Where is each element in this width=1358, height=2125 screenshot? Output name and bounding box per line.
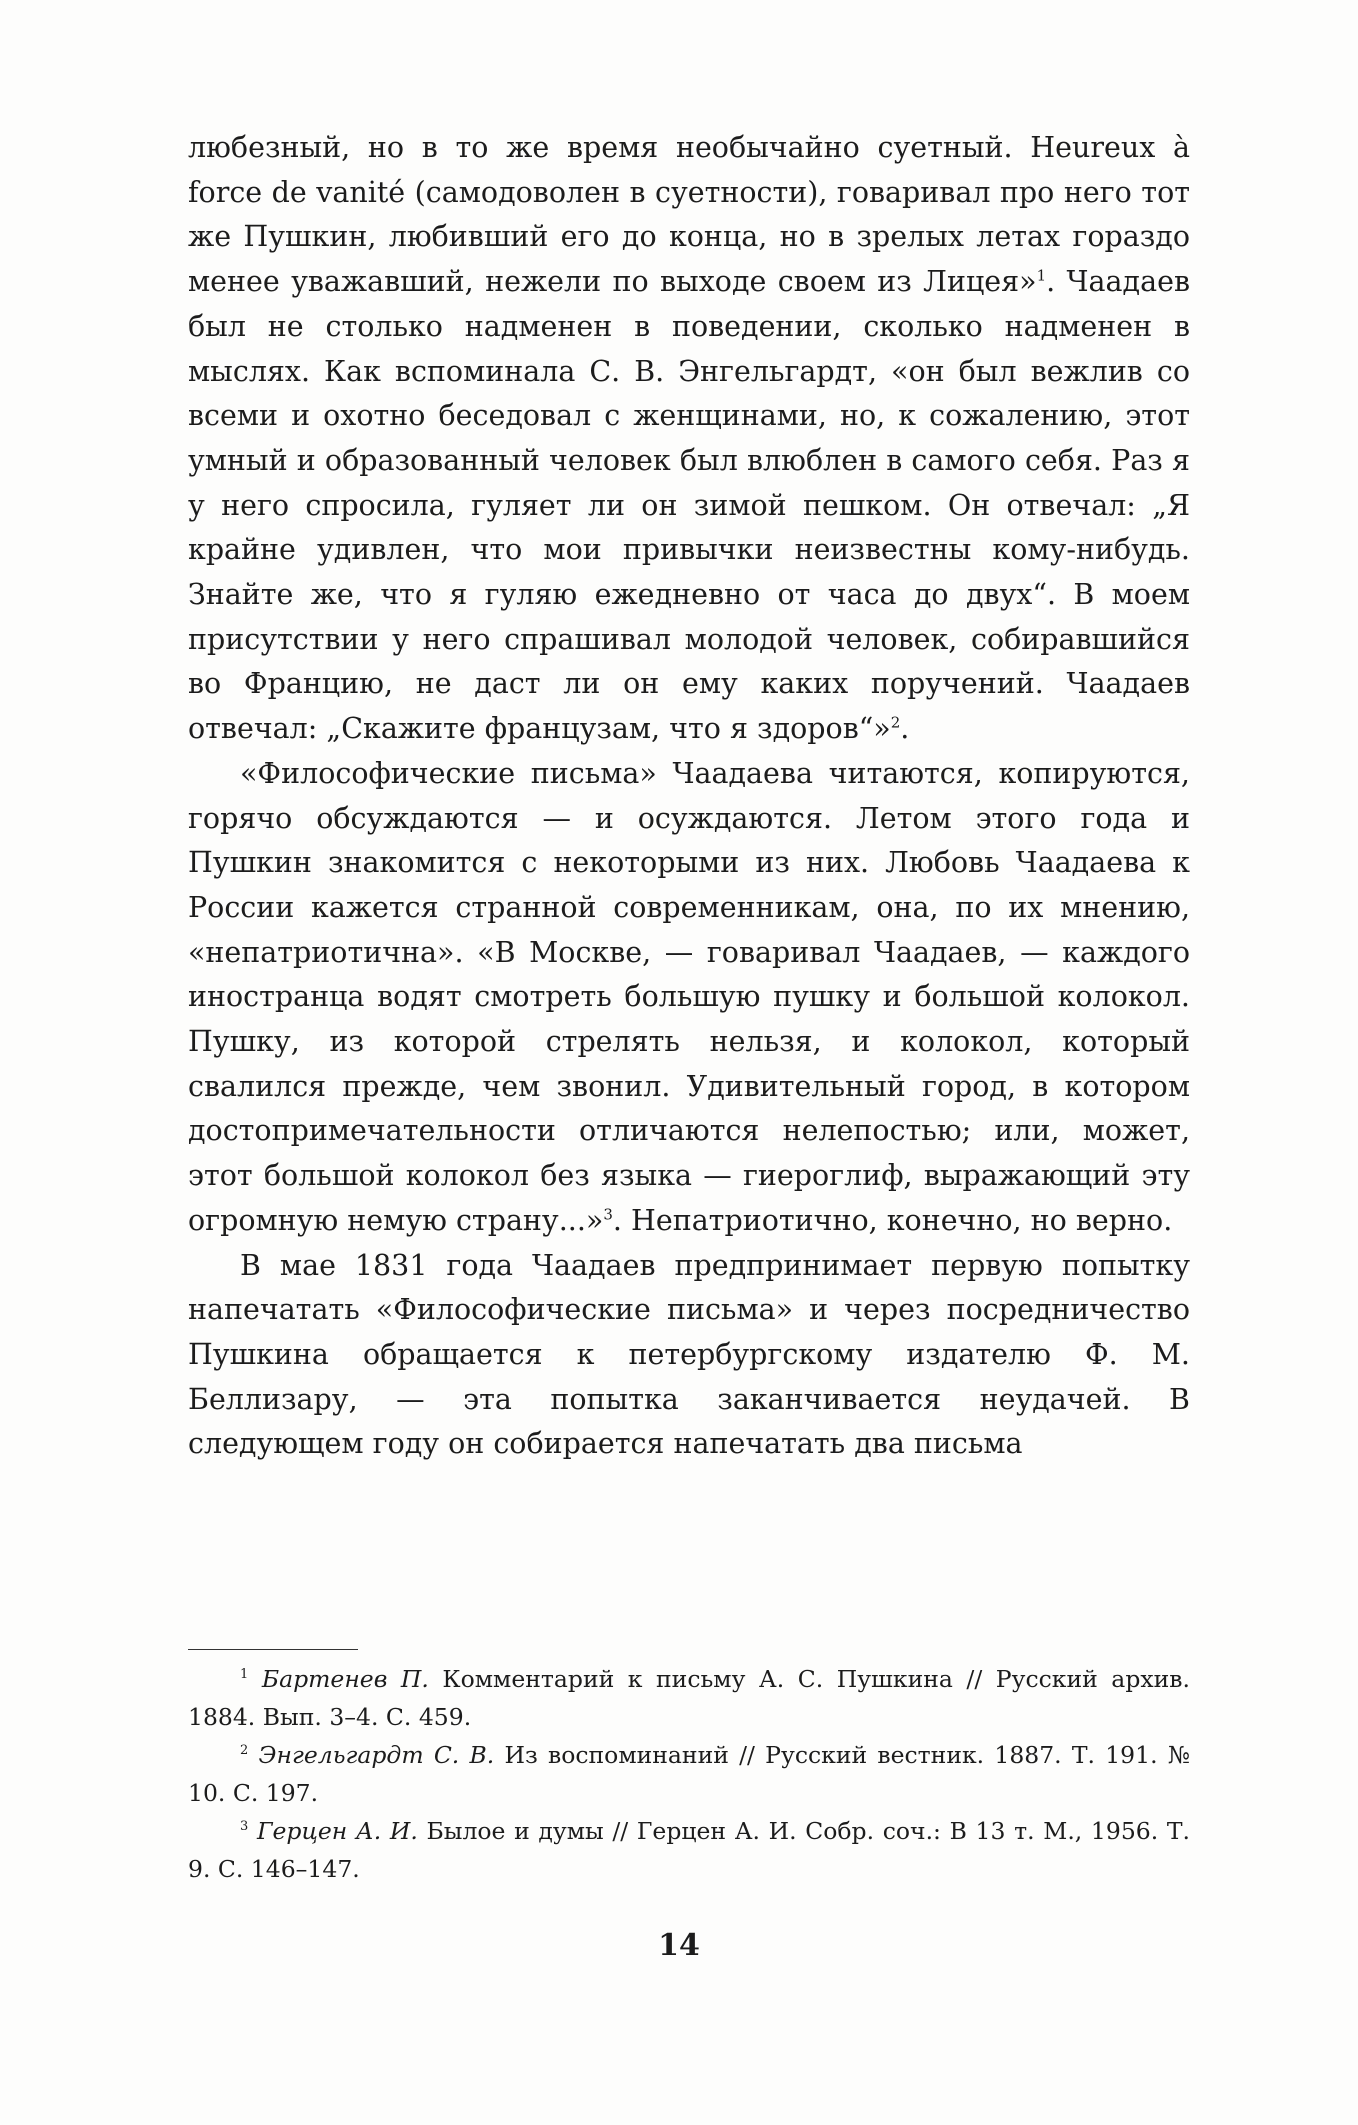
paragraph-1-part-3: . [900,712,910,746]
footnote-2 [188,1736,1190,1812]
footnote-ref-3: 3 [603,1205,613,1224]
paragraph-3: В мае 1831 года Чаадаев предпринимает первую попытку напечатать «Философические письма» и через посредничество Пушкина обращается к петербургскому издателю Ф. М. Беллизару, — эта попытка заканчивается неудачей. В следующем году он собирается напечатать два письма [188,1248,1190,1461]
footnotes [188,1660,1190,1888]
footnote-ref-2: 2 [890,713,901,732]
page-number: 14 [658,1928,700,1963]
footnote-number: 2 [240,1743,249,1759]
footnote-author: Энгельгардт С. В. [258,1741,495,1769]
paragraph-2-part-1: «Философические письма» Чаадаева читаются, копируются, горячо обсуждаются — и осуждаются. Летом этого года и Пушкин знакомится с некоторыми из них. Любовь Чаадаева к России кажется странной современникам, она, по их мнению, «непатриотична». «В Москве, — говаривал Чаадаев, — каждого иностранца водят смотреть большую пушку и большой колокол. Пушку, из которой стрелять нельзя, и колокол, который свалился прежде, чем звонил. Удивительный город, в котором достопримечательности отличаются нелепостью; или, может, этот большой колокол без языка — гиероглиф, выражающий эту огромную немую страну...» [188,756,1190,1237]
footnote-number: 1 [240,1667,249,1683]
footnote-divider [188,1649,358,1650]
footnote-author: Бартенев П. [261,1665,429,1693]
paragraph-1-part-1: любезный, но в то же время необычайно суетный. Heureux à force de vanité (самодоволен в суетности), говаривал про него тот же Пушкин, любивший его до конца, но в зрелых летах гораздо менее уважавший, нежели по выходе своем из Лицея» [188,131,1190,299]
footnote-text: Былое и думы // Герцен А. И. Собр. соч.: В 13 т. М., 1956. Т. 9. С. 146–147. [188,1817,1190,1883]
footnote-number: 3 [240,1819,249,1835]
paragraph-1-part-2: . Чаадаев был не столько надменен в поведении, сколько надменен в мыслях. Как вспоминала С. В. Энгельгардт, «он был вежлив со всеми и охотно беседовал с женщинами, но, к сожалению, этот умный и образованный человек был влюблен в самого себя. Раз я у него спросила, гуляет ли он зимой пешком. Он отвечал: „Я крайне удивлен, что мои привычки неизвестны кому-нибудь. Знайте же, что я гуляю ежедневно от часа до двух“. В моем присутствии у него спрашивал молодой человек, собиравшийся во Францию, не даст ли он ему каких поручений. Чаадаев отвечал: „Скажите французам, что я здоров“» [188,265,1190,746]
paragraph-2 [188,752,1190,1244]
paragraph-1 [188,126,1190,752]
paragraph-2-part-2: . Непатриотично, конечно, но верно. [612,1203,1173,1237]
footnote-1 [188,1660,1190,1736]
footnote-author: Герцен А. И. [256,1817,418,1845]
main-text [188,126,1190,1467]
footnote-text: Из воспоминаний // Русский вестник. 1887. Т. 191. № 10. С. 197. [188,1741,1190,1807]
footnote-3 [188,1812,1190,1888]
footnote-text: Комментарий к письму А. С. Пушкина // Русский архив. 1884. Вып. 3–4. С. 459. [188,1665,1190,1731]
footnote-ref-1: 1 [1036,266,1047,285]
